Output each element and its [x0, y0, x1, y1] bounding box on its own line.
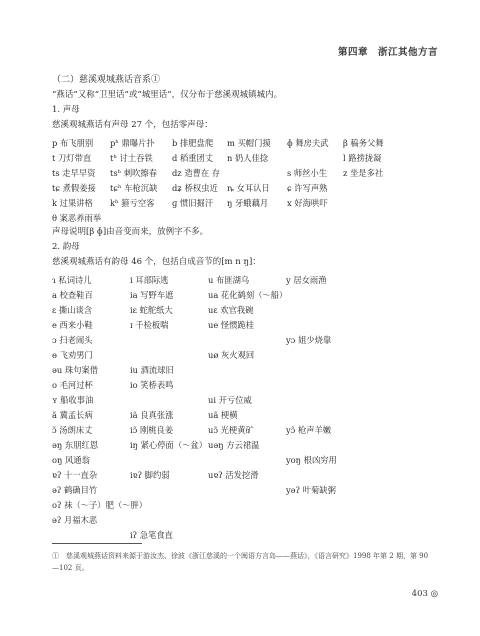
initials-note: 声母说明[β ɸ]由音变而来，放例字不多。 [52, 227, 209, 237]
finals-row [52, 452, 442, 467]
table-cell: uɐʔ 活发挖滑 [208, 469, 259, 480]
table-cell: oŋ 风通翁 [52, 454, 90, 465]
table-cell: yɔ 姐少烧靠 [286, 334, 332, 345]
finals-row [52, 332, 442, 347]
footnote-rule [52, 543, 142, 544]
table-cell: ui 开亏位威 [208, 394, 252, 405]
table-cell: o 毛河过杯 [52, 379, 93, 390]
finals-summary: 慈溪观城燕话有韵母 46 个，包括自成音节的[m n ŋ]： [52, 257, 261, 267]
table-cell: əu 珠句案借 [52, 364, 99, 375]
initials-table [52, 135, 442, 225]
table-cell: ɔ̃ 汤朗床丈 [52, 424, 93, 435]
table-cell: tɕʰ 车枪沉缺 [110, 182, 158, 193]
table-cell: p 布飞朋别 [52, 137, 94, 148]
table-cell: ɵ 飞劝男门 [52, 349, 93, 360]
table-cell: dʑ 桥权虫近 [172, 182, 218, 193]
table-cell: ɡ 惯旧掘汗 [172, 197, 214, 208]
table-cell: yəʔ 叶菊缺粥 [286, 484, 336, 495]
table-cell: iʔ 急笔食直 [130, 529, 173, 540]
table-cell: tʰ 讨土吞铁 [110, 152, 153, 163]
section-title: （二）慈溪观城燕话音系① [52, 75, 161, 85]
table-cell: tɕ 煮假姜接 [52, 182, 96, 193]
page-number: 403 ◎ [411, 589, 438, 599]
table-cell: ã 冀孟长病 [52, 409, 93, 420]
table-cell: ts 走早早资 [52, 167, 96, 178]
initials-summary: 慈溪观城燕话有声母 27 个，包括零声母： [52, 120, 213, 130]
table-cell: ŋ 牙蛾藕月 [227, 197, 269, 208]
finals-row [52, 422, 442, 437]
table-cell: io 笑桥表鸣 [130, 379, 174, 390]
table-cell: m 买帽门摸 [227, 137, 271, 148]
table-cell: e 西来小鞋 [52, 319, 93, 330]
initials-row [52, 135, 442, 150]
table-cell: k 过果讲格 [52, 197, 93, 208]
table-cell: t 刀灯带直 [52, 152, 92, 163]
table-cell: d 稻重团丈 [172, 152, 214, 163]
table-cell: ɕ 许写声熟 [287, 182, 328, 193]
finals-heading: 2. 韵母 [52, 242, 80, 252]
table-cell: x 好海哄吓 [287, 197, 328, 208]
table-cell: iã 良真张涨 [130, 409, 174, 420]
initials-row [52, 180, 442, 195]
table-cell: l 路捞拢凝 [343, 152, 382, 163]
table-cell: kʰ 箍亏空客 [110, 197, 155, 208]
table-cell: oʔ 袜（～子）肥（～胖） [52, 499, 148, 510]
table-cell: uɛ 欢官我碗 [208, 304, 254, 315]
table-cell: yɔ̃ 枪声羊嫩 [286, 424, 332, 435]
finals-row [52, 482, 442, 497]
table-cell: y 居女雨渔 [286, 274, 327, 285]
table-cell: i 耳部际逃 [130, 274, 169, 285]
table-cell: b 排肥盘爬 [172, 137, 214, 148]
table-cell: ua 花化鹤刻（～船） [208, 289, 288, 300]
table-cell: ʏ 船收事油 [52, 394, 94, 405]
finals-row [52, 317, 442, 332]
finals-row [52, 377, 442, 392]
finals-row [52, 272, 442, 287]
finals-row [52, 347, 442, 362]
table-cell: əʔ 月福木恶 [52, 514, 98, 525]
finals-row [52, 407, 442, 422]
table-cell: ɿ 私词诗儿 [52, 274, 92, 285]
initials-row [52, 150, 442, 165]
intro-paragraph: “燕话”又称“卫里话”或“城里话”，仅分布于慈溪观城镇城内。 [52, 90, 283, 100]
finals-row [52, 362, 442, 377]
finals-row [52, 437, 442, 452]
table-cell: yoŋ 根凶穷用 [286, 454, 337, 465]
table-cell: əŋ 东朋红恩 [52, 439, 99, 450]
table-cell: ɔ 扫老闹头 [52, 334, 93, 345]
table-cell: ia 写野车遮 [130, 289, 174, 300]
table-cell: uɔ̃ 光梗黄矿 [208, 424, 254, 435]
initials-row [52, 165, 442, 180]
finals-row [52, 287, 442, 302]
table-cell: n 奶人佳捻 [227, 152, 269, 163]
table-cell: ɪ 千检板喘 [130, 319, 169, 330]
initials-heading: 1. 声母 [52, 105, 80, 115]
finals-row [52, 527, 442, 542]
table-cell: iŋ 紧心停面（～盆） [130, 439, 208, 450]
finals-row [52, 512, 442, 527]
finals-row [52, 467, 442, 482]
table-cell: z 坐是多社 [343, 167, 384, 178]
table-cell: iɛ 蛇舵纸大 [130, 304, 173, 315]
table-cell: u 布匪湖乌 [208, 274, 250, 285]
table-cell: pʰ 鼎曝片扑 [110, 137, 155, 148]
initials-row [52, 210, 442, 225]
table-cell: ȵ 女耳认日 [227, 182, 270, 193]
table-cell: əʔ 鹤确目竹 [52, 484, 98, 495]
footnote: ① 慈溪观城燕话资料来源于游汝杰、徐波《浙江慈溪的一个闽语方言岛——燕话》，《语言研究》1998 年第 2 期，第 90—102 页。 [52, 552, 429, 572]
finals-row [52, 497, 442, 512]
finals-table [52, 272, 442, 542]
finals-row [52, 392, 442, 407]
table-cell: ɛ 撕山谈含 [52, 304, 93, 315]
table-cell: uã 梗横 [208, 409, 238, 420]
table-cell: tsʰ 刺吹擦春 [110, 167, 158, 178]
table-cell: ɸ 舞房夫武 [287, 137, 329, 148]
running-head: 第四章 浙江其他方言 [337, 47, 438, 58]
table-cell: iɐʔ 脚约弱 [130, 469, 170, 480]
table-cell: θ 案恶养雨举 [52, 212, 102, 223]
finals-row [52, 302, 442, 317]
page-content [52, 70, 442, 542]
table-cell: s 师丝小生 [287, 167, 328, 178]
table-cell: iɔ̃ 刚桃良姜 [130, 424, 174, 435]
table-cell: uəŋ 方云裙温 [208, 439, 260, 450]
table-cell: ɐʔ 十一直杂 [52, 469, 98, 480]
table-cell: a 校查鞋百 [52, 289, 93, 300]
table-cell: uø 灰火观回 [208, 349, 255, 360]
table-cell: dz 造曹在 存 [172, 167, 221, 178]
table-cell: ue 怪惯跪桂 [208, 319, 255, 330]
table-cell: β 稿务父舞 [343, 137, 384, 148]
table-cell: iu 酒流球旧 [130, 364, 174, 375]
initials-row [52, 195, 442, 210]
